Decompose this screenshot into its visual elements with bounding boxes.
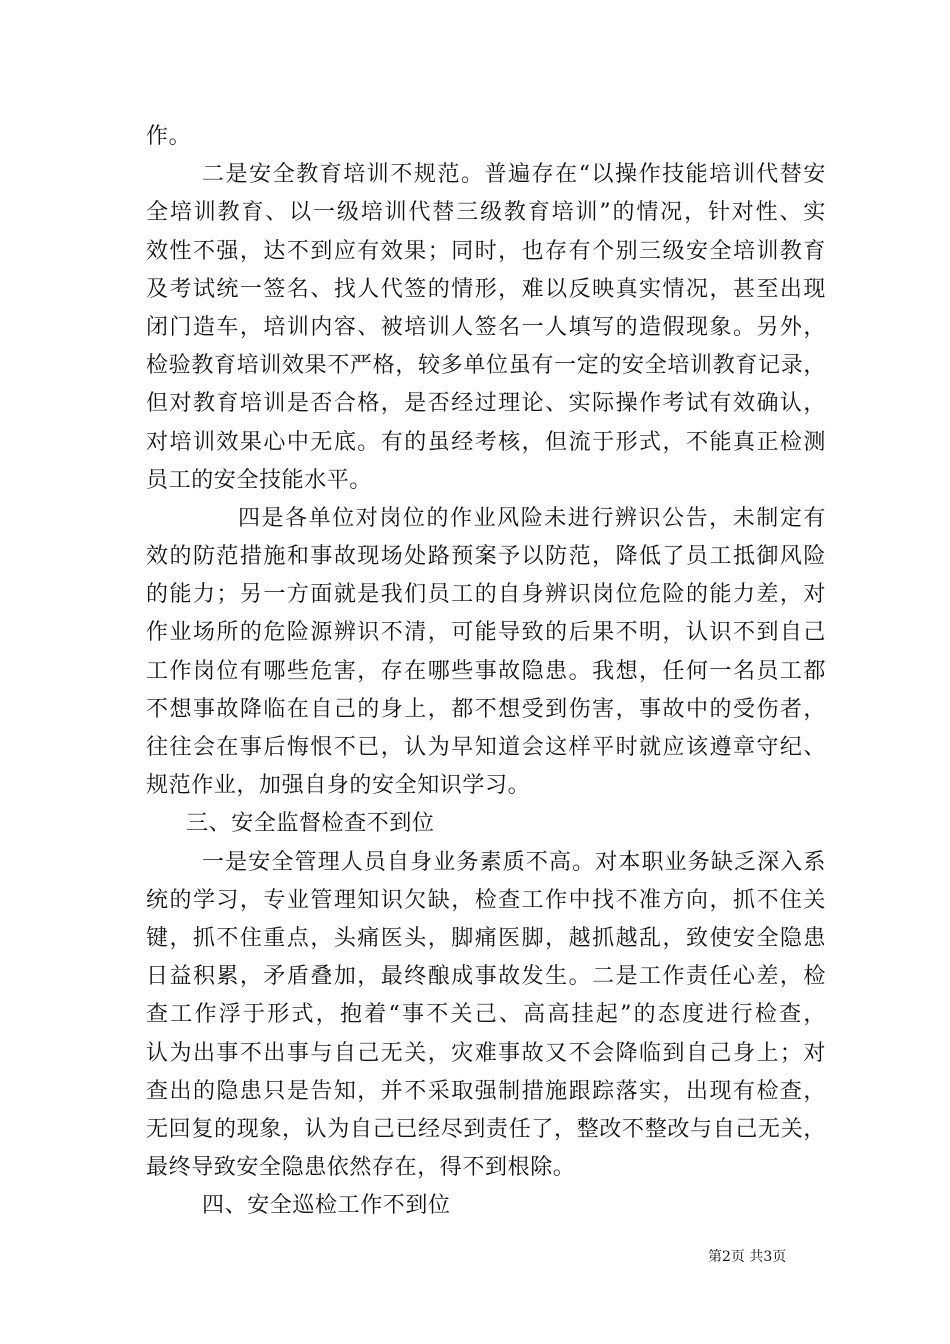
text-line: 不想事故降临在自己的身上，都不想受到伤害，事故中的受伤者，	[146, 696, 826, 722]
text-line: 四、安全巡检工作不到位	[202, 1193, 451, 1219]
text-line: 规范作业，加强自身的安全知识学习。	[146, 773, 531, 799]
text-line: 全培训教育、以一级培训代替三级教育培训”的情况，针对性、实	[146, 200, 826, 226]
text-line: 无回复的现象，认为自己已经尽到责任了，整改不整改与自己无关，	[146, 1116, 826, 1142]
text-line: 工作岗位有哪些危害，存在哪些事故隐患。我想，任何一名员工都	[146, 658, 826, 684]
text-line: 作业场所的危险源辨识不清，可能导致的后果不明，认识不到自己	[146, 620, 826, 646]
text-line: 往往会在事后悔恨不已，认为早知道会这样平时就应该遵章守纪、	[146, 735, 826, 760]
text-line: 键，抓不住重点，头痛医头，脚痛医脚，越抓越乱，致使安全隐患	[146, 925, 826, 951]
text-line: 效性不强，达不到应有效果；同时，也存有个别三级安全培训教育	[146, 238, 826, 264]
body-text	[146, 118, 826, 1225]
text-line: 查工作浮于形式，抱着“事不关己、高高挂起”的态度进行检查，	[146, 1002, 826, 1028]
text-line: 查出的隐患只是告知，并不采取强制措施跟踪落实，出现有检查，	[146, 1078, 826, 1104]
text-line: 认为出事不出事与自己无关，灾难事故又不会降临到自己身上；对	[146, 1040, 826, 1066]
text-line: 及考试统一签名、找人代签的情形，难以反映真实情况，甚至出现	[146, 276, 826, 302]
text-line: 三、安全监督检查不到位	[186, 811, 435, 837]
text-line: 对培训效果心中无底。有的虽经考核，但流于形式，不能真正检测	[146, 429, 826, 455]
text-line: 效的防范措施和事故现场处路预案予以防范，降低了员工抵御风险	[146, 544, 826, 570]
text-line: 四是各单位对岗位的作业风险未进行辨识公告，未制定有	[238, 505, 826, 531]
text-line: 最终导致安全隐患依然存在，得不到根除。	[146, 1155, 576, 1181]
text-line: 的能力；另一方面就是我们员工的自身辨识岗位危险的能力差，对	[146, 582, 826, 608]
text-line: 检验教育培训效果不严格，较多单位虽有一定的安全培训教育记录，	[146, 353, 826, 379]
text-line: 日益积累，矛盾叠加，最终酿成事故发生。二是工作责任心差，检	[146, 964, 826, 990]
text-line: 统的学习，专业管理知识欠缺，检查工作中找不准方向，抓不住关	[146, 887, 826, 913]
text-line: 二是安全教育培训不规范。普遍存在“以操作技能培训代替安	[202, 162, 826, 188]
text-line: 作。	[146, 124, 192, 149]
text-line: 员工的安全技能水平。	[146, 467, 373, 493]
text-line: 但对教育培训是否合格，是否经过理论、实际操作考试有效确认，	[146, 391, 826, 417]
text-line: 闭门造车，培训内容、被培训人签名一人填写的造假现象。另外，	[146, 314, 826, 340]
page-number: 第2页 共3页	[708, 1249, 787, 1265]
text-line: 一是安全管理人员自身业务素质不高。对本职业务缺乏深入系	[202, 849, 826, 875]
